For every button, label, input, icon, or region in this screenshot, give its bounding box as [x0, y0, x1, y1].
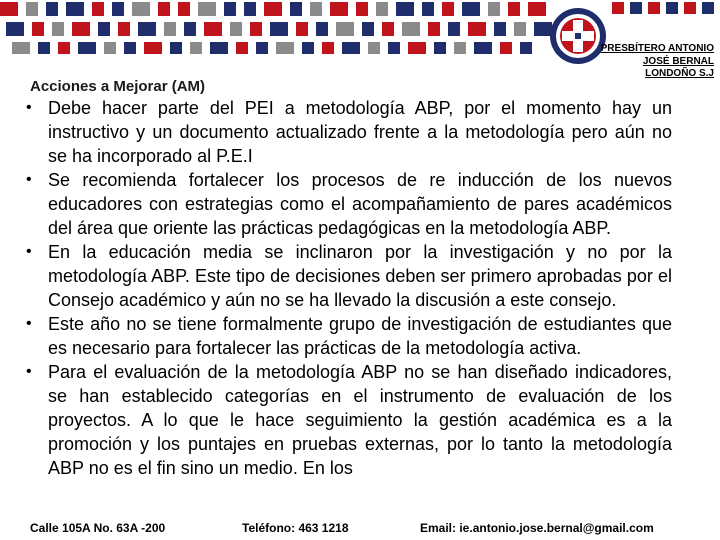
- bullet-list: [26, 96, 672, 480]
- bullet-icon: •: [26, 171, 32, 188]
- pattern-tile: [104, 42, 116, 54]
- footer-email[interactable]: Email: ie.antonio.jose.bernal@gmail.com: [420, 521, 654, 535]
- pattern-tile: [26, 2, 38, 16]
- pattern-tile: [408, 42, 426, 54]
- pattern-tile: [118, 22, 130, 36]
- pattern-tile: [488, 2, 500, 16]
- pattern-tile: [442, 2, 454, 16]
- institution-line: PRESBÍTERO ANTONIO: [600, 43, 714, 54]
- bullet-icon: •: [26, 99, 32, 116]
- pattern-tile: [528, 2, 546, 16]
- institution-line: LONDOÑO S.J: [645, 68, 714, 79]
- pattern-tile: [144, 42, 162, 54]
- pattern-tile: [276, 42, 294, 54]
- pattern-tile: [302, 42, 314, 54]
- pattern-tile: [72, 22, 90, 36]
- bullet-text: Debe hacer parte del PEI a metodología ABP, por el momento hay un instructivo y un documento actualizado frente a la metodología pero aún no se ha incorporado al P.E.I: [48, 98, 672, 166]
- pattern-tile: [454, 42, 466, 54]
- pattern-tile: [250, 22, 262, 36]
- pattern-tile: [448, 22, 460, 36]
- pattern-tile: [396, 2, 414, 16]
- pattern-tile: [92, 2, 104, 16]
- bullet-item: [26, 312, 672, 360]
- pattern-tile: [58, 42, 70, 54]
- pattern-tile: [376, 2, 388, 16]
- pattern-tile: [630, 2, 642, 14]
- pattern-tile: [330, 2, 348, 16]
- pattern-tile: [336, 22, 354, 36]
- pattern-tile: [264, 2, 282, 16]
- pattern-tile: [158, 2, 170, 16]
- pattern-tile: [494, 22, 506, 36]
- pattern-tile: [230, 22, 242, 36]
- pattern-tile: [270, 22, 288, 36]
- pattern-tile: [508, 2, 520, 16]
- pattern-tile: [210, 42, 228, 54]
- pattern-tile: [38, 42, 50, 54]
- pattern-tile: [342, 42, 360, 54]
- pattern-tile: [256, 42, 268, 54]
- pattern-tile: [684, 2, 696, 14]
- pattern-tile: [12, 42, 30, 54]
- pattern-tile: [468, 22, 486, 36]
- bullet-icon: •: [26, 243, 32, 260]
- pattern-tile: [648, 2, 660, 14]
- pattern-tile: [52, 22, 64, 36]
- pattern-tile: [514, 22, 526, 36]
- pattern-tile: [356, 2, 368, 16]
- bullet-text: Se recomienda fortalecer los procesos de re inducción de los nuevos educadores con estrategias como el acompañamiento de pares académicos del área que oriente las prácticas pedagógicas en la metodología ABP.: [48, 170, 672, 238]
- pattern-tile: [204, 22, 222, 36]
- bullet-item: [26, 240, 672, 312]
- footer-address: Calle 105A No. 63A -200: [30, 521, 166, 535]
- pattern-tile: [402, 22, 420, 36]
- pattern-tile: [184, 22, 196, 36]
- footer-phone: Teléfono: 463 1218: [242, 521, 349, 535]
- pattern-tile: [124, 42, 136, 54]
- pattern-tile: [428, 22, 440, 36]
- pattern-tile: [290, 2, 302, 16]
- pattern-tile: [132, 2, 150, 16]
- pattern-tile: [32, 22, 44, 36]
- bullet-text: En la educación media se inclinaron por la investigación y no por la metodología ABP. Este tipo de decisiones deben ser primero aprobadas por el Consejo académico y aún no se ha llevado la discusión a este consejo.: [48, 242, 672, 310]
- bullet-icon: •: [26, 363, 32, 380]
- pattern-tile: [78, 42, 96, 54]
- bullet-text: Para el evaluación de la metodología ABP no se han diseñado indicadores, se han establecido categorías en el instrumento de evaluación de los proyectos. A lo que le hace seguimiento la gestión académica es a la promoción y los puntajes en pruebas externas, por lo tanto la metodología ABP no es el fin sino un medio. En los: [48, 362, 672, 478]
- pattern-tile: [702, 2, 714, 14]
- pattern-tile: [296, 22, 308, 36]
- pattern-tile: [170, 42, 182, 54]
- pattern-tile: [66, 2, 84, 16]
- pattern-tile: [164, 22, 176, 36]
- pattern-tile: [474, 42, 492, 54]
- bullet-item: [26, 168, 672, 240]
- pattern-tile: [6, 22, 24, 36]
- pattern-tile: [322, 42, 334, 54]
- pattern-tile: [178, 2, 190, 16]
- pattern-tile: [0, 2, 18, 16]
- pattern-tile: [236, 42, 248, 54]
- pattern-tile: [388, 42, 400, 54]
- pattern-tile: [520, 42, 532, 54]
- pattern-tile: [98, 22, 110, 36]
- pattern-tile: [46, 2, 58, 16]
- pattern-tile: [316, 22, 328, 36]
- pattern-tile: [666, 2, 678, 14]
- bullet-icon: •: [26, 315, 32, 332]
- pattern-tile: [422, 2, 434, 16]
- pattern-tile: [138, 22, 156, 36]
- institution-line: JOSÉ BERNAL: [642, 55, 714, 67]
- pattern-tile: [382, 22, 394, 36]
- pattern-tile: [500, 42, 512, 54]
- pattern-tile: [362, 22, 374, 36]
- pattern-tile: [368, 42, 380, 54]
- pattern-tile: [198, 2, 216, 16]
- footer: [0, 520, 720, 540]
- bullet-text: Este año no se tiene formalmente grupo de investigación de estudiantes que es necesario para fortalecer las prácticas de la metodología activa.: [48, 314, 672, 358]
- institution-name: [574, 43, 714, 81]
- pattern-tile: [224, 2, 236, 16]
- pattern-tile: [190, 42, 202, 54]
- pattern-tile: [244, 2, 256, 16]
- slide-title: Acciones a Mejorar (AM): [30, 78, 206, 95]
- pattern-tile: [612, 2, 624, 14]
- pattern-tile: [112, 2, 124, 16]
- bullet-item: [26, 360, 672, 480]
- pattern-tile: [462, 2, 480, 16]
- bullet-item: [26, 96, 672, 168]
- pattern-tile: [434, 42, 446, 54]
- pattern-tile: [310, 2, 322, 16]
